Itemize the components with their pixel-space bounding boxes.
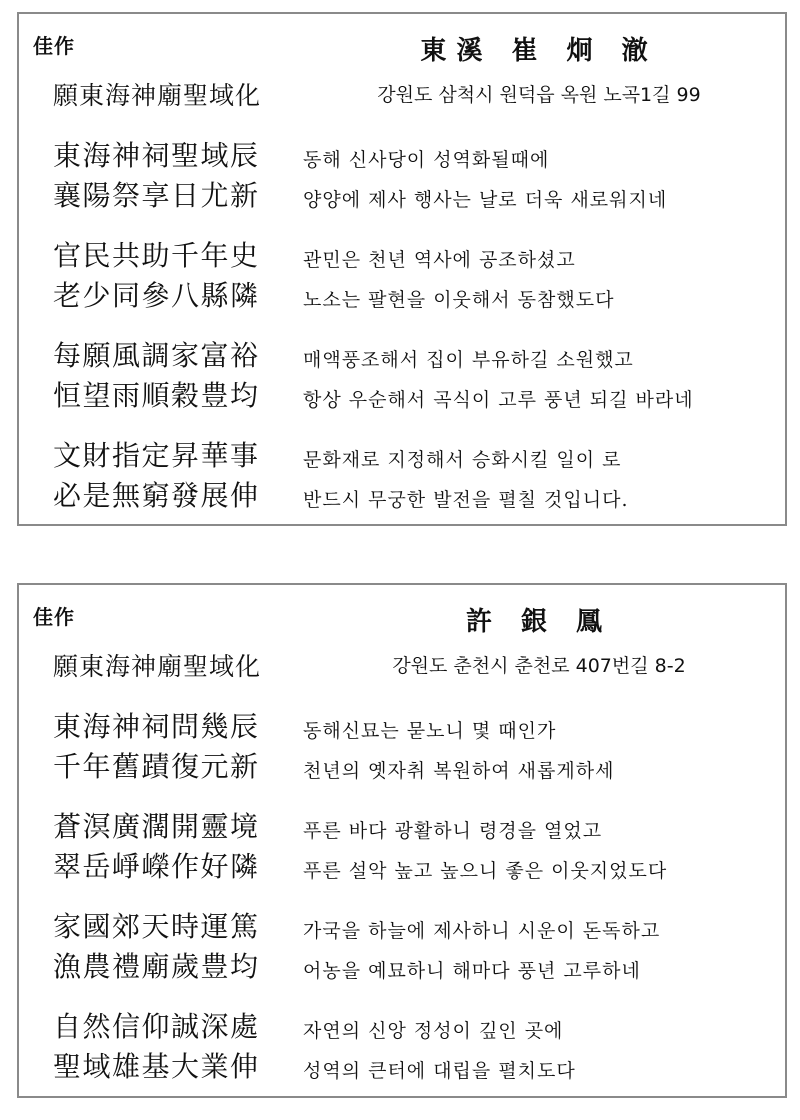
verse-line	[19, 276, 785, 316]
hanja-verse: 恒望雨順穀豊均	[53, 379, 260, 412]
stanza	[19, 707, 785, 807]
verse-line	[19, 136, 785, 176]
hanja-verse: 聖域雄基大業伸	[53, 1050, 260, 1083]
stanza	[19, 436, 785, 536]
author-name: 東溪 崔 炯 澈	[420, 36, 658, 66]
stanza	[19, 336, 785, 436]
korean-translation: 천년의 옛자취 복원하여 새롭게하세	[303, 760, 615, 782]
korean-translation: 관민은 천년 역사에 공조하셨고	[303, 249, 576, 271]
stanza	[19, 807, 785, 907]
korean-translation: 어농을 예묘하니 해마다 풍년 고루하네	[303, 960, 641, 982]
hanja-verse: 自然信仰誠深處	[53, 1010, 260, 1043]
hanja-verse: 每願風調家富裕	[53, 339, 260, 372]
korean-translation: 문화재로 지정해서 승화시킬 일이 로	[303, 449, 622, 471]
poem-title: 願東海神廟聖域化	[53, 81, 262, 110]
verse-line	[19, 707, 785, 747]
korean-translation: 푸른 설악 높고 높으니 좋은 이웃지었도다	[303, 860, 668, 882]
verse-line	[19, 807, 785, 847]
verse-line	[19, 1007, 785, 1047]
verse-line	[19, 436, 785, 476]
poem-body	[19, 707, 785, 1107]
stanza	[19, 1007, 785, 1107]
hanja-verse: 官民共助千年史	[53, 239, 260, 272]
korean-translation: 자연의 신앙 정성이 깊인 곳에	[303, 1020, 564, 1042]
verse-line	[19, 176, 785, 216]
poem-title: 願東海神廟聖域化	[53, 652, 262, 681]
verse-line	[19, 947, 785, 987]
korean-translation: 항상 우순해서 곡식이 고루 풍년 되길 바라네	[303, 389, 694, 411]
hanja-verse: 千年舊蹟復元新	[53, 750, 260, 783]
korean-translation: 반드시 무궁한 발전을 펼칠 것입니다.	[303, 489, 629, 511]
hanja-verse: 襄陽祭享日尤新	[53, 179, 260, 212]
hanja-verse: 文財指定昇華事	[53, 439, 260, 472]
stanza	[19, 236, 785, 336]
verse-line	[19, 1047, 785, 1087]
korean-translation: 노소는 팔현을 이웃해서 동참했도다	[303, 289, 615, 311]
verse-line	[19, 236, 785, 276]
verse-line	[19, 376, 785, 416]
poem-card-2	[17, 583, 787, 1098]
hanja-verse: 蒼溟廣濶開靈境	[53, 810, 260, 843]
hanja-verse: 老少同參八縣隣	[53, 279, 260, 312]
korean-translation: 양양에 제사 행사는 날로 더욱 새로워지네	[303, 189, 668, 211]
stanza	[19, 136, 785, 236]
hanja-verse: 翠岳崢嶸作好隣	[53, 850, 260, 883]
korean-translation: 동해 신사당이 성역화될때에	[303, 149, 550, 171]
verse-line	[19, 336, 785, 376]
verse-line	[19, 907, 785, 947]
korean-translation: 성역의 큰터에 대립을 펼치도다	[303, 1060, 576, 1082]
hanja-verse: 必是無窮發展伸	[53, 479, 260, 512]
verse-line	[19, 747, 785, 787]
hanja-verse: 漁農禮廟歲豊均	[53, 950, 260, 983]
author-address: 강원도 춘천시 춘천로 407번길 8-2	[392, 655, 686, 677]
poem-body	[19, 136, 785, 536]
korean-translation: 가국을 하늘에 제사하니 시운이 돈독하고	[303, 920, 661, 942]
hanja-verse: 東海神祠聖域辰	[53, 139, 260, 172]
hanja-verse: 家國郊天時運篤	[53, 910, 260, 943]
author-address: 강원도 삼척시 원덕읍 옥원 노곡1길 99	[377, 84, 701, 106]
author-name: 許 銀 鳳	[465, 607, 613, 637]
poem-card-1	[17, 12, 787, 526]
korean-translation: 매액풍조해서 집이 부유하길 소원했고	[303, 349, 634, 371]
korean-translation: 동해신묘는 묻노니 몇 때인가	[303, 720, 557, 742]
korean-translation: 푸른 바다 광활하니 령경을 열었고	[303, 820, 603, 842]
verse-line	[19, 847, 785, 887]
award-badge: 佳作	[33, 605, 75, 629]
verse-line	[19, 476, 785, 516]
award-badge: 佳作	[33, 34, 75, 58]
stanza	[19, 907, 785, 1007]
hanja-verse: 東海神祠問幾辰	[53, 710, 260, 743]
